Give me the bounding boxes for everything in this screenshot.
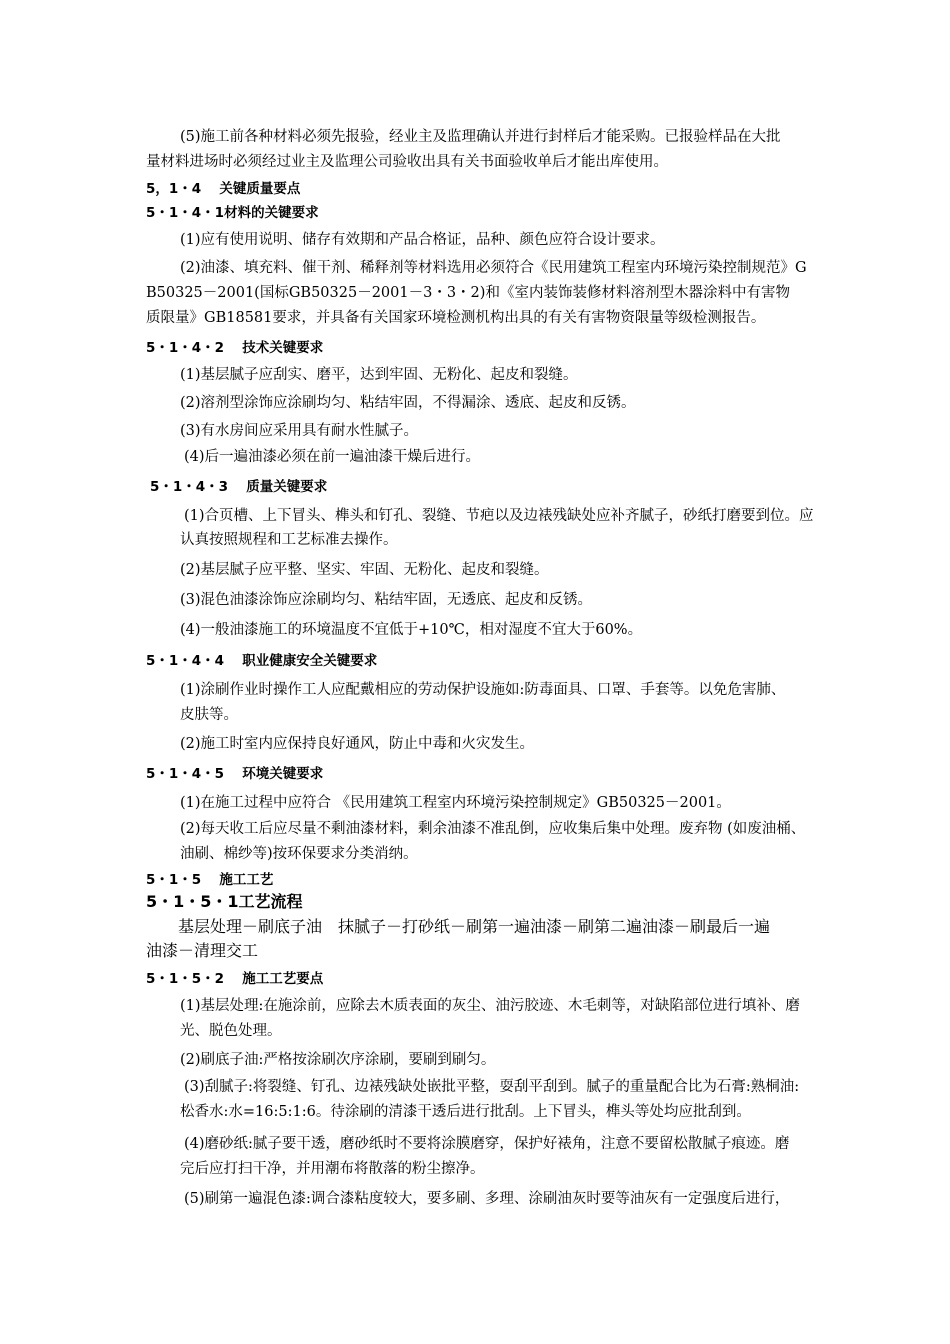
section-heading: 5・1・4・1材料的关键要求 (146, 205, 319, 221)
section-heading: 5・1・4・4 职业健康安全关键要求 (146, 653, 378, 669)
paragraph-line: (4)磨砂纸:腻子要干透，磨砂纸时不要将涂膜磨穿，保护好裱角，注意不要留松散腻子痕迹。磨 (184, 1136, 790, 1152)
paragraph-line: B50325－2001(国标GB50325－2001－3・3・2)和《室内装饰装修材料溶剂型木器涂料中有害物 (146, 285, 790, 301)
paragraph-line: 油刷、棉纱等)按环保要求分类消纳。 (180, 846, 418, 862)
paragraph-line: (1)应有使用说明、储存有效期和产品合格证，品种、颜色应符合设计要求。 (180, 232, 665, 248)
paragraph-line: (1)基层腻子应刮实、磨平，达到牢固、无粉化、起皮和裂缝。 (180, 367, 578, 383)
paragraph-line: (2)基层腻子应平整、坚实、牢固、无粉化、起皮和裂缝。 (180, 562, 549, 578)
paragraph-line: (5)刷第一遍混色漆:调合漆粘度较大，要多刷、多理、涂刷油灰时要等油灰有一定强度后进行， (184, 1191, 790, 1207)
process-flow-line: 油漆－清理交工 (146, 941, 259, 960)
paragraph-line: (2)施工时室内应保持良好通风，防止中毒和火灾发生。 (180, 736, 535, 752)
paragraph-line: 认真按照规程和工艺标准去操作。 (180, 532, 398, 548)
paragraph-line: 皮肤等。 (180, 707, 238, 723)
paragraph-line: (3)混色油漆涂饰应涂刷均匀、粘结牢固，无透底、起皮和反锈。 (180, 592, 593, 608)
process-flow-line: 基层处理－刷底子油 抹腻子－打砂纸－刷第一遍油漆－刷第二遍油漆－刷最后一遍 (178, 917, 771, 936)
paragraph-line: (2)溶剂型涂饰应涂刷均匀、粘结牢固，不得漏涂、透底、起皮和反锈。 (180, 395, 636, 411)
paragraph-line: (2)每天收工后应尽量不剩油漆材料，剩余油漆不准乱倒，应收集后集中处理。废弃物 (如废油桶、 (180, 821, 806, 837)
paragraph-line: (1)涂刷作业时操作工人应配戴相应的劳动保护设施如:防毒面具、口罩、手套等。以免危害肺、 (180, 682, 786, 698)
paragraph-line: (2)刷底子油:严格按涂刷次序涂刷，要刷到刷匀。 (180, 1052, 496, 1068)
section-heading: 5・1・5 施工工艺 (146, 872, 274, 888)
paragraph-line: (1)基层处理:在施涂前，应除去木质表面的灰尘、油污胶迹、木毛刺等，对缺陷部位进行填补、磨 (180, 998, 800, 1014)
section-heading: 5・1・5・2 施工工艺要点 (146, 971, 324, 987)
paragraph-line: (3)刮腻子:将裂缝、钉孔、边裱残缺处嵌批平整，耍刮平刮到。腻子的重量配合比为石膏:熟桐油: (184, 1079, 800, 1095)
paragraph-line: 量材料进场时必须经过业主及监理公司验收出具有关书面验收单后才能出库使用。 (146, 154, 668, 170)
paragraph-line: 完后应打扫干净，并用潮布将散落的粉尘擦净。 (180, 1161, 485, 1177)
paragraph-line: (4)一般油漆施工的环境温度不宜低于+10℃，相对湿度不宜大于60%。 (180, 622, 643, 638)
paragraph-line: 光、脱色处理。 (180, 1023, 282, 1039)
paragraph-line: (5)施工前各种材料必须先报验，经业主及监理确认并进行封样后才能采购。已报验样品在大批 (180, 129, 781, 145)
section-heading: 5・1・4・2 技术关键要求 (146, 340, 324, 356)
section-heading: 5，1・4 关键质量要点 (146, 181, 301, 197)
paragraph-line: (3)有水房间应采用具有耐水性腻子。 (180, 423, 419, 439)
paragraph-line: (4)后一遍油漆必须在前一遍油漆干燥后进行。 (184, 449, 481, 465)
paragraph-line: 松香水:水=16:5:1:6。待涂刷的清漆干透后进行批刮。上下冒头，榫头等处均应批刮到。 (180, 1104, 751, 1120)
paragraph-line: (2)油漆、填充料、催干剂、稀释剂等材料选用必须符合《民用建筑工程室内环境污染控制规范》G (180, 260, 807, 276)
paragraph-line: (1)合页槽、上下冒头、榫头和钉孔、裂缝、节疤以及边裱残缺处应补齐腻子，砂纸打磨要到位。应 (184, 508, 814, 524)
paragraph-line: 质限量》GB18581要求，并具备有关国家环境检测机构出具的有关有害物资限量等级检测报告。 (146, 310, 766, 326)
section-heading: 5・1・5・1工艺流程 (146, 892, 303, 911)
section-heading: 5・1・4・3 质量关键要求 (150, 479, 328, 495)
paragraph-line: (1)在施工过程中应符合 《民用建筑工程室内环境污染控制规定》GB50325－2001。 (180, 795, 731, 811)
section-heading: 5・1・4・5 环境关键要求 (146, 766, 324, 782)
